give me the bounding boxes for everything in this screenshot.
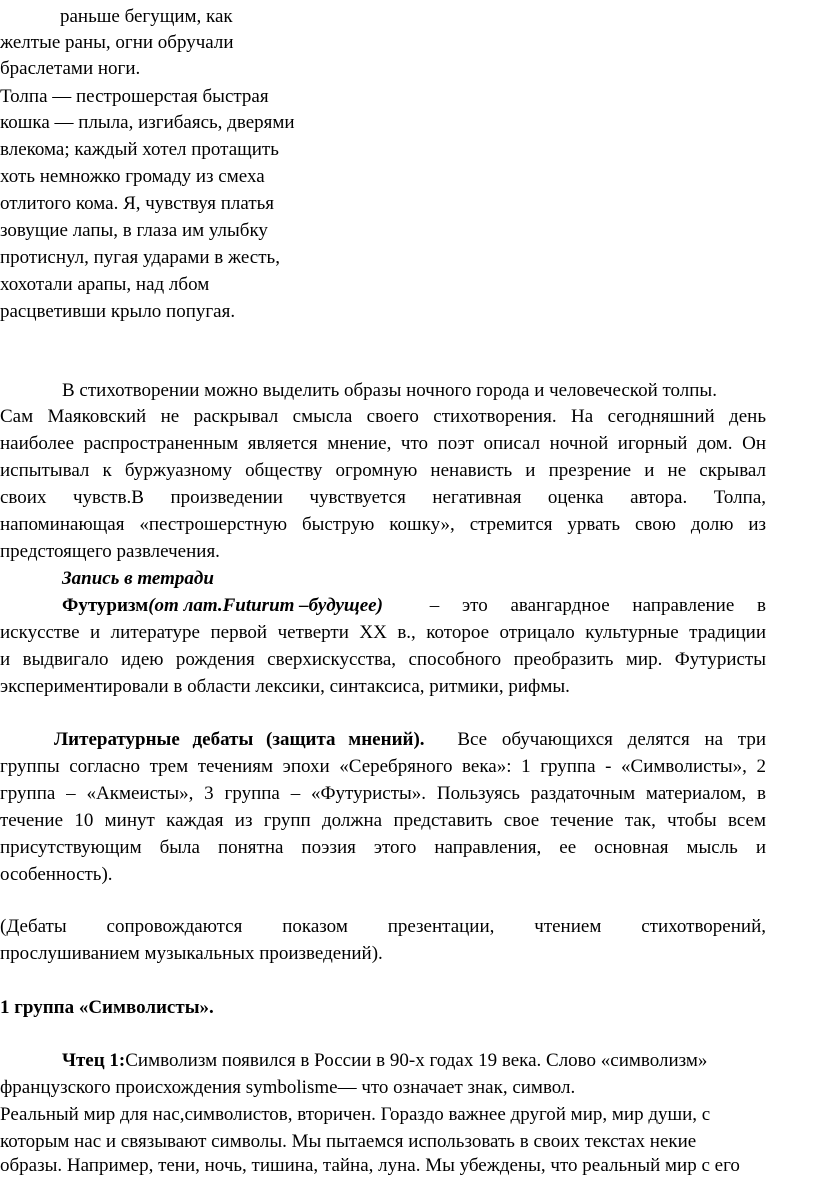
poem-line: кошка — плыла, изгибаясь, дверями — [0, 112, 295, 133]
group1-line: образы. Например, тени, ночь, тишина, тайна, луна. Мы убеждены, что реальный мир с его — [0, 1155, 740, 1176]
analysis-line: напоминающая «пестрошерстную быструю кошку», стремится урвать свою долю из — [0, 514, 766, 535]
debates-note-line: прослушиванием музыкальных произведений). — [0, 943, 383, 964]
notebook-heading: Запись в тетради — [62, 568, 214, 589]
notebook-line-1 — [62, 593, 766, 619]
analysis-line: наиболее распространенным является мнение, что поэт описал ночной игорный дом. Он — [0, 433, 766, 454]
debates-line-1 — [54, 727, 766, 753]
notebook-line: искусстве и литературе первой четверти XX в., которое отрицало культурные традиции — [0, 622, 766, 643]
analysis-line: Сам Маяковский не раскрывал смысла своего стихотворения. На сегодняшний день — [0, 406, 766, 427]
term-futurism: Футуризм — [62, 595, 149, 616]
poem-line: Толпа — пестрошерстая быстрая — [0, 86, 269, 107]
notebook-line: экспериментировали в области лексики, синтаксиса, ритмики, рифмы. — [0, 676, 570, 697]
reader-line1: Символизм появился в России в 90-х годах 19 века. Слово «символизм» — [125, 1050, 708, 1071]
poem-line: протиснул, пугая ударами в жесть, — [0, 247, 280, 268]
notebook-line1-rest: – это авангардное направление в — [429, 595, 766, 616]
notebook-line: и выдвигало идею рождения сверхискусства, способного преобразить мир. Футуристы — [0, 649, 766, 670]
debates-line: присутствующим была понятна поэзия этого направления, ее основная мысль и — [0, 837, 766, 858]
analysis-line: предстоящего развлечения. — [0, 541, 220, 562]
debates-line: группа – «Акмеисты», 3 группа – «Футуристы». Пользуясь раздаточным материалом, в — [0, 783, 766, 804]
group1-line-1 — [62, 1048, 766, 1074]
debates-line: особенность). — [0, 864, 113, 885]
analysis-line: В стихотворении можно выделить образы ночного города и человеческой толпы. — [62, 380, 717, 401]
debates-line1-rest: Все обучающихся делятся на три — [457, 729, 766, 750]
debates-line: течение 10 минут каждая из групп должна представить свое течение так, чтобы всем — [0, 810, 766, 831]
term-etymology: (от лат.Futurum –будущее) — [148, 595, 383, 616]
debates-line: группы согласно трем течениям эпохи «Серебряного века»: 1 группа - «Символисты», 2 — [0, 756, 766, 777]
poem-line: отлитого кома. Я, чувствуя платья — [0, 193, 275, 214]
poem-line: хоть немножко громаду из смеха — [0, 166, 265, 187]
debates-heading: Литературные дебаты (защита мнений). — [54, 729, 425, 750]
poem-line: зовущие лапы, в глаза им улыбку — [0, 220, 268, 241]
poem-line: желтые раны, огни обручали — [0, 32, 234, 53]
group1-line: французского происхождения symbolisme— что означает знак, символ. — [0, 1077, 576, 1098]
poem-line: расцветивши крыло попугая. — [0, 301, 236, 322]
analysis-line: испытывал к буржуазному обществу огромную ненависть и презрение и не скрывал — [0, 460, 766, 481]
poem-line: хохотали арапы, над лбом — [0, 274, 210, 295]
group1-line: которым нас и связывают символы. Мы пытаемся использовать в своих текстах некие — [0, 1131, 697, 1152]
debates-note-line: (Дебаты сопровождаются показом презентации, чтением стихотворений, — [0, 916, 766, 937]
analysis-line: своих чувств.В произведении чувствуется негативная оценка автора. Толпа, — [0, 487, 766, 508]
poem-line: браслетами ноги. — [0, 58, 141, 79]
group1-heading: 1 группа «Символисты». — [0, 997, 214, 1018]
group1-line: Реальный мир для нас,символистов, вторичен. Гораздо важнее другой мир, мир души, с — [0, 1104, 711, 1125]
reader-label: Чтец 1: — [62, 1050, 126, 1071]
poem-line: влекома; каждый хотел протащить — [0, 139, 279, 160]
poem-line: раньше бегущим, как — [60, 6, 233, 27]
